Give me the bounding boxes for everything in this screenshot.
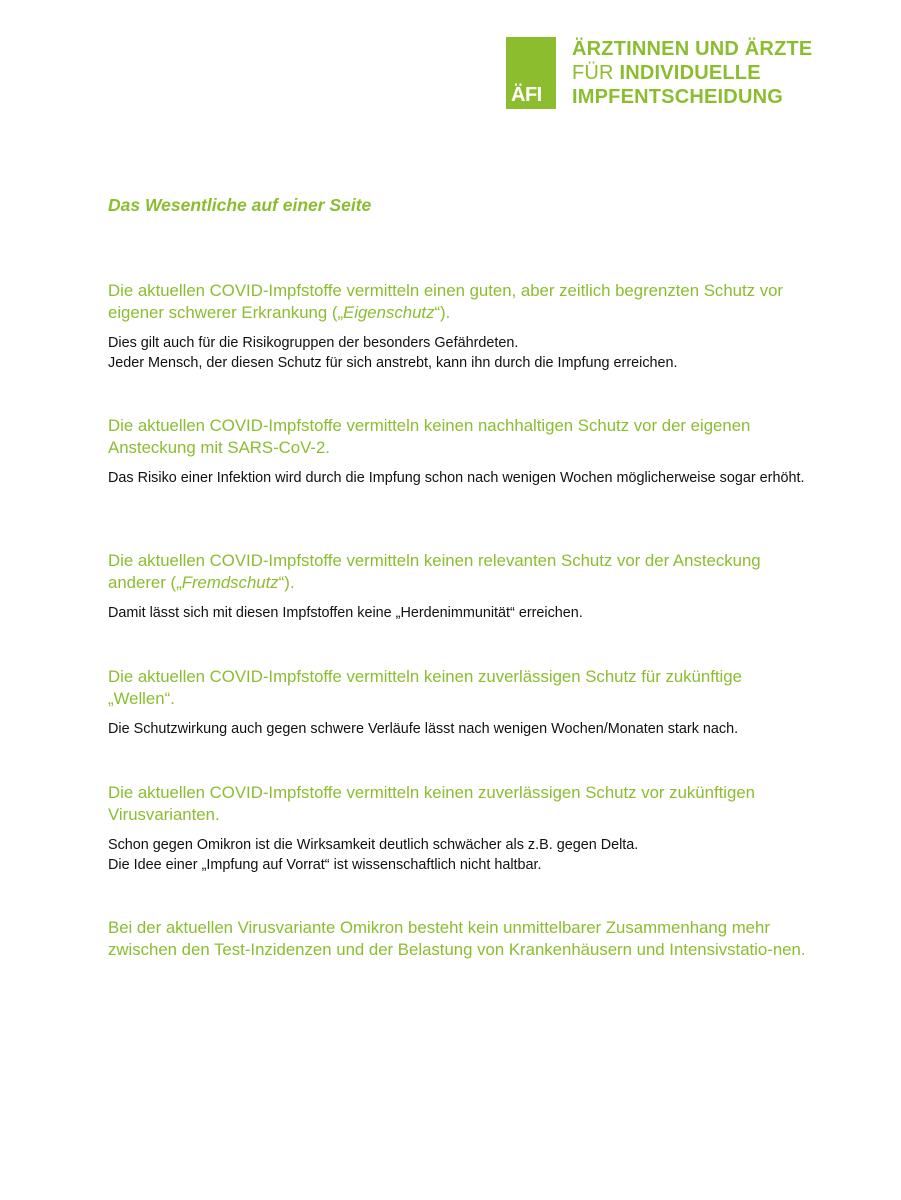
section-body-line: Die Idee einer „Impfung auf Vorrat“ ist wissenschaftlich nicht haltbar. [108, 857, 542, 873]
org-line-1: ÄRZTINNEN UND ÄRZTE [572, 38, 813, 60]
header [506, 37, 812, 109]
section-body-line: Jeder Mensch, der diesen Schutz für sich anstrebt, kann ihn durch die Impfung erreichen. [108, 355, 678, 371]
section-ansteckung [108, 415, 813, 488]
section-heading-text: Die aktuellen COVID-Impfstoffe vermitteln keinen relevanten Schutz vor der Ansteckung anderer („ [108, 551, 761, 592]
org-line-2-light: FÜR [572, 62, 620, 84]
section-heading [108, 666, 813, 710]
section-body-line: Die Schutzwirkung auch gegen schwere Verläufe lässt nach wenigen Wochen/Monaten stark nach. [108, 721, 739, 737]
section-heading-text: Die aktuellen COVID-Impfstoffe vermitteln keinen nachhaltigen Schutz vor der eigenen Ansteckung mit SARS-CoV-2. [108, 416, 751, 457]
section-body [108, 333, 813, 373]
section-heading-text: Bei der aktuellen Virusvariante Omikron besteht kein unmittelbarer Zusammenhang mehr zwischen den Test-Inzidenzen und der Belastung von Krankenhäusern und Intensivstatio-nen. [108, 918, 806, 959]
section-heading-emphasis: Fremdschutz [181, 573, 279, 592]
section-body-line: Damit lässt sich mit diesen Impfstoffen keine „Herdenimmunität“ erreichen. [108, 605, 583, 621]
section-fremdschutz [108, 550, 813, 623]
organization-name [572, 37, 812, 109]
section-body [108, 719, 813, 739]
section-wellen [108, 666, 813, 739]
page-title: Das Wesentliche auf einer Seite [108, 195, 372, 215]
section-omikron [108, 917, 813, 961]
section-heading-text: Die aktuellen COVID-Impfstoffe vermitteln keinen zuverlässigen Schutz für zukünftige „Wellen“. [108, 667, 742, 708]
afi-logo [506, 37, 556, 109]
section-body-line: Dies gilt auch für die Risikogruppen der besonders Gefährdeten. [108, 335, 519, 351]
section-heading [108, 415, 813, 459]
section-heading [108, 917, 813, 961]
section-heading-end: “). [278, 573, 295, 592]
section-heading [108, 782, 813, 826]
section-heading-text: Die aktuellen COVID-Impfstoffe vermitteln keinen zuverlässigen Schutz vor zukünftigen Virusvarianten. [108, 783, 756, 824]
section-body [108, 603, 813, 623]
org-line-2 [572, 61, 812, 85]
org-line-3: IMPFENTSCHEIDUNG [572, 86, 783, 108]
section-heading-emphasis: Eigenschutz [343, 303, 435, 322]
logo-text: ÄFI [511, 84, 542, 106]
section-heading [108, 550, 813, 594]
section-body [108, 835, 813, 875]
section-virusvarianten [108, 782, 813, 875]
section-body-line: Schon gegen Omikron ist die Wirksamkeit deutlich schwächer als z.B. gegen Delta. [108, 837, 639, 853]
section-heading-end: “). [434, 303, 451, 322]
section-body [108, 468, 813, 488]
section-eigenschutz [108, 280, 813, 373]
org-line-2-bold: INDIVIDUELLE [619, 62, 761, 84]
section-heading-text: Die aktuellen COVID-Impfstoffe vermitteln einen guten, aber zeitlich begrenzten Schutz vor eigener schwerer Erkrankung („ [108, 281, 784, 322]
section-body-line: Das Risiko einer Infektion wird durch die Impfung schon nach wenigen Wochen möglicherweise sogar erhöht. [108, 470, 805, 486]
section-heading [108, 280, 813, 324]
